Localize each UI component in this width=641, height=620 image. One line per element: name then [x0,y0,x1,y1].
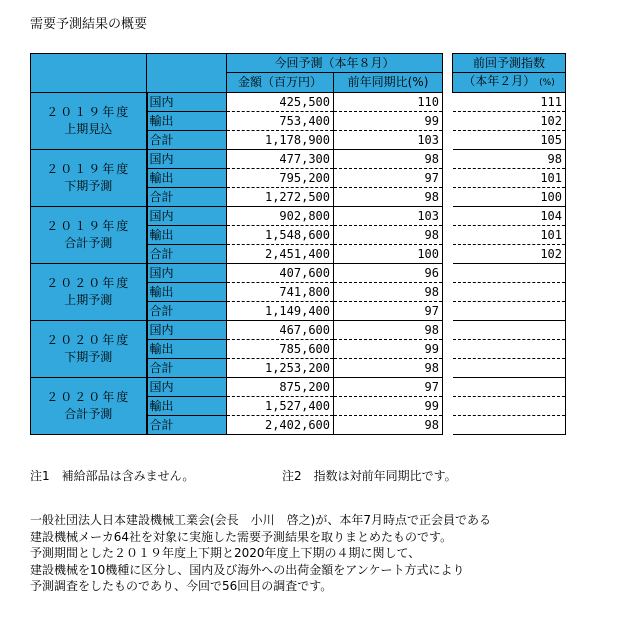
yoy-cell: 97 [334,169,443,188]
amount-cell: 1,527,400 [227,397,334,416]
amount-cell: 2,402,600 [227,416,334,435]
yoy-cell: 100 [334,245,443,264]
period-year: ２０２０年度 [46,333,131,347]
gap-cell [443,188,453,207]
amount-cell: 1,253,200 [227,359,334,378]
prev-index-cell: 102 [453,112,566,131]
row-label: 輸出 [147,283,227,302]
row-label: 合計 [147,131,227,150]
period-name: 合計予測 [64,407,113,421]
amount-cell: 467,600 [227,321,334,340]
prev-index-cell [453,378,566,397]
note-1: 注1 補給部品は含みません。 [30,469,195,483]
amount-cell: 753,400 [227,112,334,131]
prev-index-cell [453,359,566,378]
row-label: 国内 [147,378,227,397]
gap-cell [443,131,453,150]
forecast-table [30,53,566,435]
forecast-table-body [31,93,566,435]
row-label: 合計 [147,359,227,378]
amount-cell: 785,600 [227,340,334,359]
gap-cell [443,359,453,378]
amount-cell: 741,800 [227,283,334,302]
table-row [31,378,566,397]
yoy-cell: 98 [334,321,443,340]
amount-cell: 2,451,400 [227,245,334,264]
header-current-group: 今回予測（本年８月） [227,54,443,73]
gap-cell [443,397,453,416]
prev-index-cell [453,321,566,340]
yoy-cell: 110 [334,93,443,112]
body-text [30,512,491,595]
yoy-cell: 99 [334,397,443,416]
period-label [31,207,147,264]
prev-index-cell: 100 [453,188,566,207]
gap-cell [443,321,453,340]
header-prev-unit: (%) [539,78,555,88]
period-label [31,264,147,321]
period-name: 下期予測 [64,179,113,193]
gap-cell [443,264,453,283]
header-yoy: 前年同期比(%) [334,73,443,93]
row-label: 輸出 [147,112,227,131]
yoy-cell: 99 [334,112,443,131]
row-label: 輸出 [147,169,227,188]
row-label: 合計 [147,188,227,207]
prev-index-cell [453,416,566,435]
header-blank [31,54,147,93]
period-year: ２０１９年度 [46,105,131,119]
note-2: 注2 指数は対前年同期比です。 [282,469,457,483]
yoy-cell: 97 [334,378,443,397]
row-label: 国内 [147,93,227,112]
yoy-cell: 98 [334,150,443,169]
period-label [31,321,147,378]
row-label: 合計 [147,416,227,435]
gap-cell [443,169,453,188]
period-name: 下期予測 [64,350,113,364]
period-name: 合計予測 [64,236,113,250]
header-amount: 金額（百万円） [227,73,334,93]
period-year: ２０２０年度 [46,390,131,404]
header-prev-sub-text: （本年２月） [463,74,536,88]
period-name: 上期見込 [64,122,113,136]
prev-index-cell [453,340,566,359]
body-line: 一般社団法人日本建設機械工業会(会長 小川 啓之)が、本年7月時点で正会員である [30,513,492,527]
table-row [31,264,566,283]
amount-cell: 902,800 [227,207,334,226]
yoy-cell: 97 [334,302,443,321]
body-line: 予測期間とした２０１９年度上下期と2020年度上下期の４期に関して、 [30,546,421,560]
yoy-cell: 103 [334,131,443,150]
row-label: 国内 [147,207,227,226]
gap-cell [443,207,453,226]
yoy-cell: 98 [334,416,443,435]
row-label: 合計 [147,302,227,321]
table-row [31,207,566,226]
row-label: 輸出 [147,397,227,416]
amount-cell: 477,300 [227,150,334,169]
amount-cell: 875,200 [227,378,334,397]
row-label: 国内 [147,264,227,283]
gap-cell [443,340,453,359]
row-label: 輸出 [147,226,227,245]
amount-cell: 1,272,500 [227,188,334,207]
prev-index-cell: 104 [453,207,566,226]
prev-index-cell: 111 [453,93,566,112]
period-year: ２０１９年度 [46,219,131,233]
yoy-cell: 103 [334,207,443,226]
row-label: 国内 [147,321,227,340]
prev-index-cell: 105 [453,131,566,150]
table-row [31,93,566,112]
gap-cell [443,226,453,245]
amount-cell: 1,548,600 [227,226,334,245]
prev-index-cell [453,283,566,302]
gap-cell [443,245,453,264]
yoy-cell: 98 [334,359,443,378]
row-label: 合計 [147,245,227,264]
header-blank-2 [147,54,227,93]
amount-cell: 407,600 [227,264,334,283]
period-label [31,150,147,207]
prev-index-cell: 102 [453,245,566,264]
period-label [31,378,147,435]
amount-cell: 795,200 [227,169,334,188]
gap-cell [443,150,453,169]
page-title: 需要予測結果の概要 [30,17,148,32]
yoy-cell: 99 [334,340,443,359]
yoy-cell: 98 [334,226,443,245]
amount-cell: 1,178,900 [227,131,334,150]
gap-cell [443,416,453,435]
body-line: 建設機械を10機種に区分し、国内及び海外への出荷金額をアンケート方式により [30,562,465,577]
body-line: 建設機械メーカ64社を対象に実施した需要予測結果を取りまとめたものです。 [30,529,453,544]
header-prev-sub [453,73,566,93]
table-row [31,150,566,169]
prev-index-cell [453,302,566,321]
notes [30,467,457,484]
yoy-cell: 96 [334,264,443,283]
prev-index-cell: 101 [453,169,566,188]
period-year: ２０２０年度 [46,276,131,290]
gap-cell [443,93,453,112]
prev-index-cell: 98 [453,150,566,169]
period-label [31,93,147,150]
gap-cell [443,302,453,321]
gap-cell [443,378,453,397]
row-label: 輸出 [147,340,227,359]
header-prev-group: 前回予測指数 [453,54,566,73]
amount-cell: 1,149,400 [227,302,334,321]
row-label: 国内 [147,150,227,169]
prev-index-cell [453,264,566,283]
period-year: ２０１９年度 [46,162,131,176]
prev-index-cell [453,397,566,416]
period-name: 上期予測 [64,293,113,307]
header-gap [443,54,453,93]
prev-index-cell: 101 [453,226,566,245]
yoy-cell: 98 [334,188,443,207]
body-line: 予測調査をしたものであり、今回で56回目の調査です。 [30,579,333,593]
gap-cell [443,112,453,131]
gap-cell [443,283,453,302]
table-row [31,321,566,340]
yoy-cell: 98 [334,283,443,302]
amount-cell: 425,500 [227,93,334,112]
